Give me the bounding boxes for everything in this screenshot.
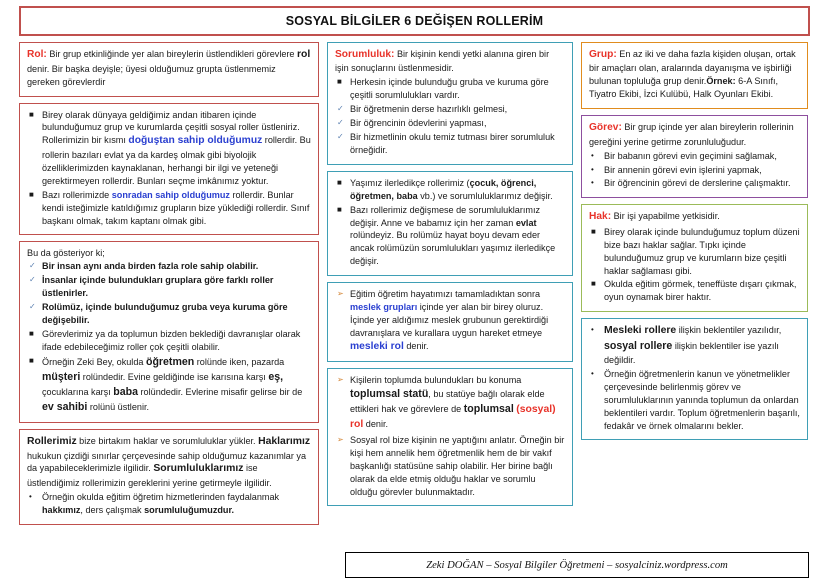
column-middle: [327, 42, 573, 506]
ex-p5: rolündedir. Evlerine misafir gelirse bir de: [138, 386, 303, 397]
meslek-w1: meslek grupları: [350, 302, 418, 313]
page-title-bar: [19, 6, 810, 36]
ex-w2: müşteri: [42, 370, 81, 383]
list-item: [27, 301, 311, 327]
column-left: [19, 42, 319, 525]
sorumluluk-def: Bir kişinin kendi yetki alanına giren bir işin sonuçlarını üstlenmesidir.: [335, 49, 550, 74]
list-item: [589, 226, 800, 278]
item-text: Örneğin öğretmenlerin kanun ve yönetmelikler çerçevesinde belirlenmiş görev ve sorumluluklarının yanında toplumun da onlardan beklentileri vardır. Toplum öğretmenlerin başarılı, fedakâr ve örnek olmalarını bekler.: [604, 368, 800, 431]
box-sorumluluk: [327, 42, 573, 165]
check-icon: ✓: [29, 275, 36, 285]
ex-w5: ev sahibi: [42, 400, 88, 413]
arrow-bullet-icon: ➢: [337, 289, 344, 299]
square-bullet-icon: ■: [29, 328, 34, 338]
box-statu: [327, 368, 573, 506]
arrow-bullet-icon: ➢: [337, 434, 344, 444]
meslek-w2: mesleki rol: [350, 340, 404, 352]
item-text: Bir annenin görevi evin işlerini yapmak,: [604, 164, 762, 175]
ex-p3: rolündedir. Evine geldiğinde ise karısına karşı: [80, 371, 269, 382]
item-highlight: doğuştan sahip olduğumuz: [128, 135, 263, 147]
item-text: Herkesin içinde bulunduğu gruba ve kuruma göre çeşitli sorumlulukları vardır.: [350, 77, 549, 101]
list-item: [335, 131, 565, 157]
square-bullet-icon: ■: [29, 355, 34, 365]
list-item: [27, 328, 311, 354]
box-hak: [581, 204, 808, 312]
hak-term: Hak:: [589, 211, 612, 223]
square-bullet-icon: ■: [591, 226, 596, 236]
check-icon: ✓: [29, 261, 36, 271]
grup-definition: [589, 48, 800, 101]
list-item: [589, 150, 800, 163]
item-w2: sosyal rollere: [604, 340, 673, 352]
list-item: [335, 177, 565, 203]
list-item: [335, 76, 565, 102]
list-item: [589, 164, 800, 177]
list-item: [27, 189, 311, 228]
item-highlight: sonradan sahip olduğumuz: [111, 189, 230, 200]
square-bullet-icon: ■: [29, 109, 34, 119]
list-item: [589, 278, 800, 304]
gorev-definition: [589, 121, 800, 148]
item-part-2: rollerdir. Bu rollerin bazıları evlat ya da kardeş olmak gibi biyolojik özelliklerimizden kaynaklanan, herhangi bir ilgi ve yeteneği gerektirmeyen rollerdir. Bunları seçme imkânımız yoktur.: [42, 135, 311, 186]
arrow-bullet-icon: ➢: [337, 375, 344, 385]
rollerimiz-t1: Rollerimiz: [27, 435, 77, 447]
sorumluluk-term: Sorumluluk:: [335, 49, 395, 60]
item-part-2: rollerdir. Bunlar kendi isteğimizle katıldığımız grupların bize yüklediği rollerdir. Sınıf başkanı olmak, takım kaptanı olmak gibi.: [42, 189, 310, 226]
check-icon: ✓: [337, 104, 344, 114]
item-text: Bir hizmetlinin okulu temiz tutması birer sorumluluk örneğidir.: [350, 132, 555, 155]
grup-def: En az iki ve daha fazla kişiden oluşan, ortak bir amaçları olan, aralarında dayanışma ve işbirliği bulunan topluluğa grup denir.: [589, 49, 796, 87]
dot-bullet-icon: •: [591, 164, 594, 174]
item-p2: rolündeyiz. Bu rolümüz hayat boyu devam eder ancak rolümüzün sorumlulukları yaşımız ilerledikçe değişir.: [350, 230, 556, 267]
list-item: [335, 103, 565, 116]
item-p2: ilişkin beklentiler ise yazılı değildir.: [604, 341, 779, 366]
bullet-p1: Örneğin okulda eğitim öğretim hizmetlerinden faydalanmak: [42, 492, 280, 503]
content-columns: [19, 42, 810, 554]
rollerimiz-p2: hukukun çizdiği sınırlar çerçevesinde sahip olduğumuz kazanımlar ya da yapabileceklerimizle ilgilidir.: [27, 450, 307, 474]
ex-w3: eş,: [268, 370, 284, 383]
ex-p1: Örneğin Zeki Bey, okulda: [42, 356, 146, 367]
rollerimiz-t2: Haklarımız: [258, 435, 311, 447]
gosteriyor-list: [27, 260, 311, 414]
ex-p2: rolünde iken, pazarda: [194, 356, 285, 367]
dot-bullet-icon: •: [591, 368, 594, 378]
item-text: Sosyal rol bize kişinin ne yaptığını anlatır. Örneğin bir kişi hem annelik hem öğretmenlik hem de bir vakıf başkanlığı statüsüne sahip olabilir. Her birine bağlı olarak da elde etmiş olduğu haklar ve sorumlu olduğu görevler bulunmaktadır.: [350, 434, 565, 497]
statu-w2: toplumsal: [463, 403, 514, 416]
dogustan-list: [27, 109, 311, 228]
statu-p2: , bu statüye bağlı olarak elde ettikleri hak ve görevlere de: [350, 389, 545, 415]
bullet-p2: , ders çalışmak: [80, 505, 145, 516]
dot-bullet-icon: •: [591, 150, 594, 160]
column-right: [581, 42, 808, 440]
gorev-def: Bir grup içinde yer alan bireylerin rollerinin gereğini yerine getirme zorunluluğudur.: [589, 122, 794, 147]
box-mesleki-rollere: [581, 318, 808, 440]
item-text: Bir öğretmenin derse hazırlıklı gelmesi,: [350, 104, 508, 115]
statu-w3: (sosyal) rol: [350, 404, 556, 431]
item-text: Bir insan aynı anda birden fazla role sahip olabilir.: [42, 261, 259, 272]
item-p1: Bazı rollerimiz değişmese de sorumluluklarımız değişir. Anne ve babamız için her zaman: [350, 204, 541, 228]
box-rollerimiz: [19, 429, 319, 525]
item-w1: çocuk, öğrenci, öğretmen, baba: [350, 177, 537, 201]
item-p1: ilişkin beklentiler yazılıdır,: [676, 325, 782, 336]
rol-def-2: denir. Bir başka deyişle; üyesi olduğumuz grupta üstlenmemiz gereken görevlerdir: [27, 63, 276, 87]
rol-def-1: Bir grup etkinliğinde yer alan bireylerin üstlendikleri görevlere: [46, 49, 298, 59]
dot-bullet-icon: •: [591, 325, 594, 335]
rollerimiz-t3: Sorumluluklarımız: [153, 463, 244, 475]
rol-definition: [27, 48, 311, 89]
check-icon: ✓: [337, 118, 344, 128]
list-item: [335, 434, 565, 499]
square-bullet-icon: ■: [591, 279, 596, 289]
sorumluluk-list: [335, 76, 565, 156]
ex-w1: öğretmen: [145, 355, 195, 368]
list-item: [335, 117, 565, 130]
box-gorev: [581, 115, 808, 198]
list-item: [27, 491, 311, 517]
square-bullet-icon: ■: [29, 189, 34, 199]
list-item: [335, 204, 565, 269]
mesleki-list: [589, 324, 800, 432]
square-bullet-icon: ■: [337, 204, 342, 214]
grup-term: Grup:: [589, 49, 617, 60]
hak-list: [589, 226, 800, 304]
square-bullet-icon: ■: [337, 177, 342, 187]
box-grup: [581, 42, 808, 109]
item-text: Bir öğrencinin ödevlerini yapması,: [350, 118, 487, 129]
item-text: Birey olarak içinde bulunduğumuz toplum düzeni bize bazı haklar sağlar. Tıpkı içinde bulunduğumuz grup ve kurumların bize çeşitli haklar sağlaması gibi.: [604, 226, 800, 276]
check-icon: ✓: [337, 132, 344, 142]
hak-def: Bir işi yapabilme yetkisidir.: [611, 211, 720, 222]
item-p2: vb.) ve sorumluluklarımız değişir.: [417, 190, 553, 201]
box-gosteriyor: [19, 241, 319, 422]
gorev-list: [589, 150, 800, 191]
rollerimiz-paragraph: [27, 435, 311, 490]
item-w1: Mesleki rollere: [604, 325, 677, 337]
list-item: [589, 324, 800, 367]
dot-bullet-icon: •: [29, 492, 32, 502]
sorumluluk-definition: [335, 48, 565, 75]
gorev-term: Görev:: [589, 122, 622, 134]
item-p1: Yaşımız ilerledikçe rollerimiz (: [350, 177, 470, 188]
rol-term: Rol:: [27, 49, 47, 60]
bullet-w2: sorumluluğumuzdur.: [144, 505, 235, 516]
meslek-p3: denir.: [403, 340, 429, 351]
item-part-1: Bazı rollerimizde: [42, 189, 112, 200]
item-text: Bir öğrencinin görevi de derslerine çalışmaktır.: [604, 178, 791, 189]
grup-example-text: 6-A Sınıfı, Tiyatro Ekibi, İzci Kulübü, Halk Oyunları Ekibi.: [589, 76, 779, 100]
item-text: İnsanlar içinde bulundukları gruplara göre farklı roller üstlenirler.: [42, 275, 274, 299]
footer-credit-bar: [345, 552, 809, 578]
box-rol: [19, 42, 319, 97]
footer-credit-text: Zeki DOĞAN – Sosyal Bilgiler Öğretmeni – sosyalciniz.wordpress.com: [426, 559, 728, 571]
ex-w4: baba: [113, 385, 138, 398]
bullet-w1: hakkımız: [42, 505, 81, 516]
grup-example-label: Örnek:: [706, 76, 736, 87]
ex-p6: rolünü üstlenir.: [87, 401, 150, 412]
item-text: Görevlerimiz ya da toplumun bizden beklediği davranışlar olarak ifade edebileceğimiz roller çok çeşitli olabilir.: [42, 328, 301, 352]
rollerimiz-list: [27, 491, 311, 517]
box-dogustan-sonradan: [19, 103, 319, 236]
item-w1: evlat: [515, 217, 537, 228]
list-item: [335, 374, 565, 432]
list-item: [589, 368, 800, 433]
square-bullet-icon: ■: [337, 77, 342, 87]
list-item: [27, 109, 311, 188]
list-item-example: [27, 355, 311, 415]
statu-w1: toplumsal statü: [350, 388, 429, 401]
item-part-1: Birey olarak dünyaya geldiğimiz andan itibaren içinde bulunduğumuz grup ve kurumlarda çeşitli sosyal roller üstleniriz. Rollerimizin bir kısmı: [42, 109, 300, 146]
ex-p4: çocuklarına karşı: [42, 386, 114, 397]
meslek-p2: içinde yer alan bir birey oluruz. İçinde yer aldığımız meslek grubunun gerektirdiği davranışlara ve kurallara uygun hareket etmeye: [350, 302, 549, 338]
page-title: SOSYAL BİLGİLER 6 DEĞİŞEN ROLLERİM: [285, 14, 544, 28]
item-text: Rolümüz, içinde bulunduğumuz gruba veya kuruma göre değişebilir.: [42, 302, 288, 325]
item-text: Bir babanın görevi evin geçimini sağlamak,: [604, 150, 777, 161]
item-text: Okulda eğitim görmek, teneffüste dışarı çıkmak, oyun oynamak birer haktır.: [604, 279, 797, 303]
list-item: [589, 177, 800, 190]
box-yasimiz: [327, 171, 573, 276]
statu-p3: denir.: [363, 419, 389, 430]
list-item: [27, 274, 311, 300]
box-meslek: [327, 282, 573, 362]
list-item: [27, 260, 311, 273]
meslek-p1: Eğitim öğretim hayatımızı tamamladıktan sonra: [350, 289, 541, 300]
rol-bold-word: rol: [297, 49, 311, 60]
check-icon: ✓: [29, 302, 36, 312]
yasimiz-list: [335, 177, 565, 268]
statu-p1: Kişilerin toplumda bulundukları bu konuma: [350, 375, 522, 386]
meslek-list: [335, 288, 565, 354]
list-item: [335, 288, 565, 354]
rollerimiz-p1: bize birtakım haklar ve sorumluluklar yükler.: [76, 435, 259, 446]
dot-bullet-icon: •: [591, 178, 594, 188]
statu-list: [335, 374, 565, 498]
hak-definition: [589, 210, 800, 224]
gosteriyor-lead: Bu da gösteriyor ki;: [27, 248, 105, 259]
rollerimiz-p3: ise üstlendiğimiz rollerimizin gereklerini yerine getirmeyle ilgilidir.: [27, 463, 272, 489]
